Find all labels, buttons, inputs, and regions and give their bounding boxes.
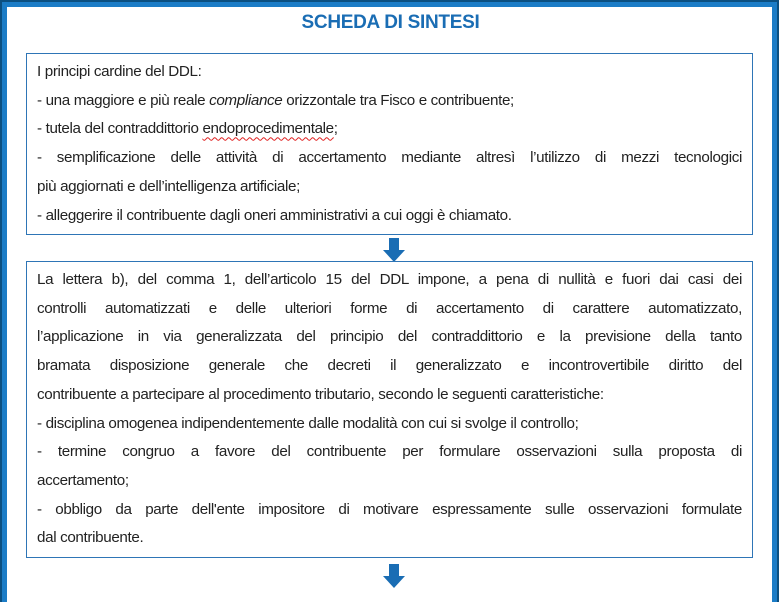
intro-line: I principi cardine del DDL: [37, 63, 202, 80]
bullet-line: dal contribuente. [37, 529, 144, 547]
principle-compliance [37, 87, 742, 116]
paragraph-line: controlli automatizzati e delle ulteriori forme di accertamento di carattere automatizzato, [37, 299, 742, 317]
arrow-down-icon [383, 564, 405, 588]
principle-semplificazione-cont: più aggiornati e dell’intelligenza artificiale; [37, 177, 300, 195]
paragraph-line: bramata disposizione generale che decreti il generalizzato e incontrovertibile diritto del [37, 357, 742, 375]
page-title: SCHEDA DI SINTESI [301, 12, 480, 33]
text: - tutela del contraddittorio [37, 120, 203, 138]
italic-term: compliance [209, 91, 283, 109]
paragraph-line: contribuente a partecipare al procedimento tributario, secondo le seguenti caratteristiche: [37, 385, 604, 403]
article-15-box [26, 261, 753, 558]
bullet-line: - termine congruo a favore del contribuente per formulare osservazioni sulla proposta di [37, 443, 742, 461]
principle-alleggerire: - alleggerire il contribuente dagli oneri amministrativi a cui oggi è chiamato. [37, 206, 512, 224]
spellcheck-flagged-word[interactable]: endoprocedimentale [202, 120, 334, 138]
arrow-down-icon [383, 238, 405, 262]
principles-box [26, 53, 753, 235]
paragraph-line: l’applicazione in via generalizzata del principio del contraddittorio e la previsione della tanto [37, 328, 742, 346]
text: ; [333, 120, 338, 138]
bullet-line: - obbligo da parte dell'ente impositore di motivare espressamente sulle osservazioni formulate [37, 500, 742, 518]
text: - una maggiore e più reale [37, 91, 210, 109]
principle-semplificazione: - semplificazione delle attività di accertamento mediante altresì l’utilizzo di mezzi tecnologici [37, 149, 742, 167]
bullet-line: accertamento; [37, 471, 129, 489]
principle-contraddittorio [37, 115, 742, 144]
bullet-line: - disciplina omogenea indipendentemente dalle modalità con cui si svolge il controllo; [37, 414, 579, 432]
text: orizzontale tra Fisco e contribuente; [282, 91, 514, 109]
paragraph-line: La lettera b), del comma 1, dell’articolo 15 del DDL impone, a pena di nullità e fuori dai casi dei [37, 271, 742, 288]
